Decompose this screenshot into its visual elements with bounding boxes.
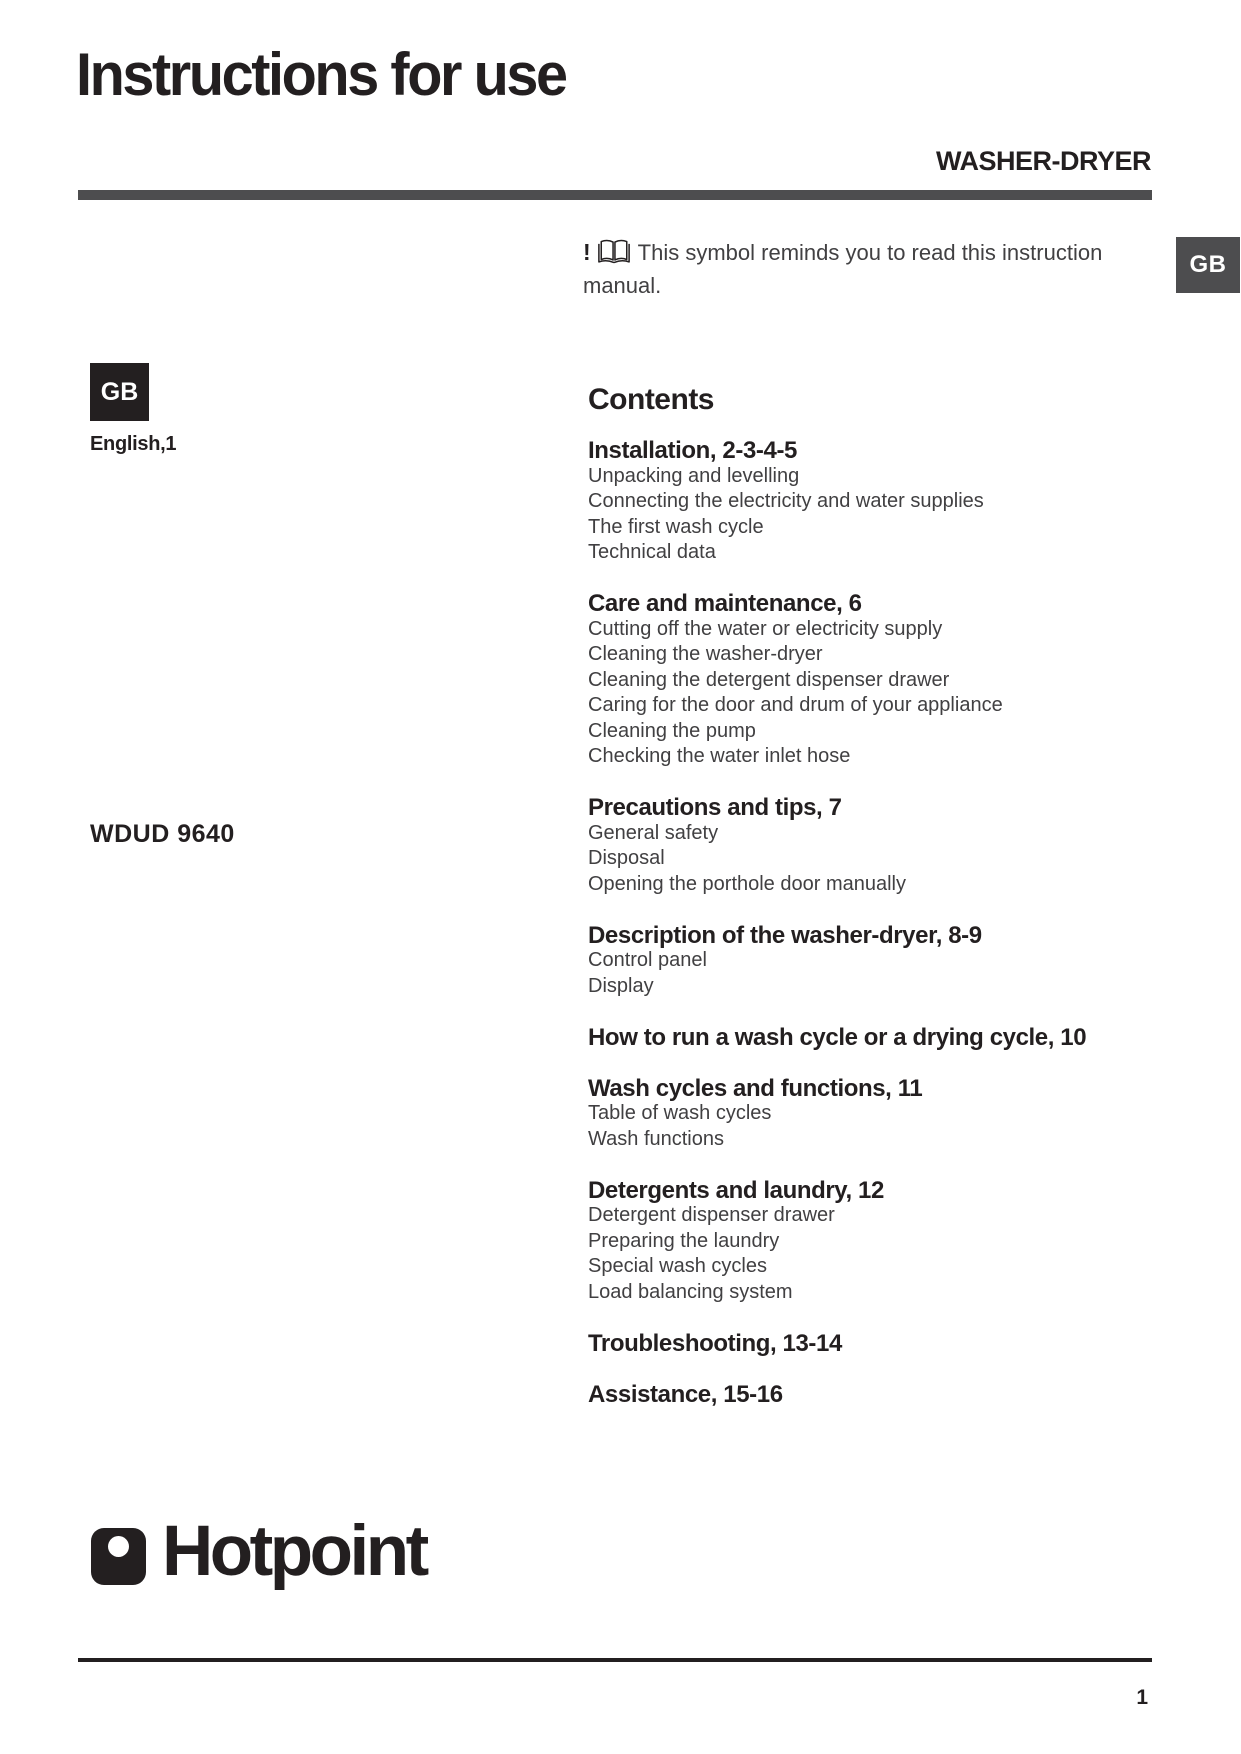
contents-item: Preparing the laundry (588, 1229, 780, 1252)
contents-item: Wash functions (588, 1127, 724, 1150)
contents-section-description (588, 923, 1178, 1000)
contents-item: Special wash cycles (588, 1255, 767, 1277)
language-page-label: English,1 (90, 433, 177, 455)
contents-item: General safety (588, 821, 719, 844)
header-divider-bar (78, 190, 1152, 200)
contents-item: Table of wash cycles (588, 1102, 772, 1124)
contents-section-title: Troubleshooting, 13-14 (588, 1329, 842, 1357)
contents-item: Cleaning the detergent dispenser drawer (588, 668, 950, 691)
contents-section-care (588, 591, 1178, 770)
contents-item: Opening the porthole door manually (588, 872, 906, 895)
contents-item: Disposal (588, 847, 665, 869)
hotpoint-porthole-icon (91, 1528, 146, 1585)
contents-section-title: Description of the washer-dryer, 8-9 (588, 921, 982, 949)
read-manual-notice (583, 237, 1155, 300)
contents-list (588, 438, 1178, 1407)
contents-section-assistance (588, 1382, 1178, 1408)
contents-item: Cleaning the pump (588, 719, 756, 742)
contents-section-title: Assistance, 15-16 (588, 1380, 783, 1408)
contents-item: Cutting off the water or electricity supply (588, 617, 943, 640)
porthole-circle (108, 1536, 129, 1557)
contents-item: Unpacking and levelling (588, 464, 800, 487)
page-title: Instructions for use (76, 41, 566, 108)
appliance-type-label: WASHER-DRYER (935, 146, 1151, 176)
contents-item: Load balancing system (588, 1280, 793, 1303)
contents-item: Cleaning the washer-dryer (588, 643, 823, 665)
page-number: 1 (1136, 1686, 1148, 1709)
contents-item: Connecting the electricity and water supplies (588, 490, 984, 512)
contents-section-title: Care and maintenance, 6 (588, 590, 862, 617)
contents-section-title: Precautions and tips, 7 (588, 794, 842, 821)
contents-item: The first wash cycle (588, 515, 764, 538)
contents-item: Control panel (588, 949, 707, 971)
contents-section-troubleshooting (588, 1331, 1178, 1357)
exclamation-mark: ! (583, 239, 591, 265)
contents-section-installation (588, 438, 1178, 566)
contents-section-wash-cycles (588, 1076, 1178, 1153)
contents-item: Technical data (588, 541, 716, 563)
contents-item: Display (588, 974, 654, 997)
contents-item: Caring for the door and drum of your appliance (588, 694, 1003, 716)
notice-text: This symbol reminds you to read this instruction manual. (583, 240, 1103, 298)
contents-section-detergents (588, 1178, 1178, 1306)
contents-section-title: Detergents and laundry, 12 (588, 1176, 884, 1204)
footer-divider-rule (78, 1658, 1152, 1662)
contents-item: Checking the water inlet hose (588, 745, 851, 767)
contents-section-precautions (588, 795, 1178, 897)
corner-language-badge: GB (1176, 237, 1240, 293)
contents-section-title: Installation, 2-3-4-5 (588, 437, 797, 464)
contents-item: Detergent dispenser drawer (588, 1204, 835, 1226)
contents-section-how-to-run (588, 1025, 1178, 1051)
contents-heading: Contents (588, 383, 714, 416)
model-number: WDUD 9640 (90, 820, 235, 848)
language-badge: GB (90, 363, 149, 421)
open-book-icon (597, 245, 631, 270)
contents-section-title: Wash cycles and functions, 11 (588, 1074, 923, 1102)
contents-section-title: How to run a wash cycle or a drying cycle, 10 (588, 1023, 1087, 1051)
brand-wordmark: Hotpoint (162, 1512, 426, 1591)
